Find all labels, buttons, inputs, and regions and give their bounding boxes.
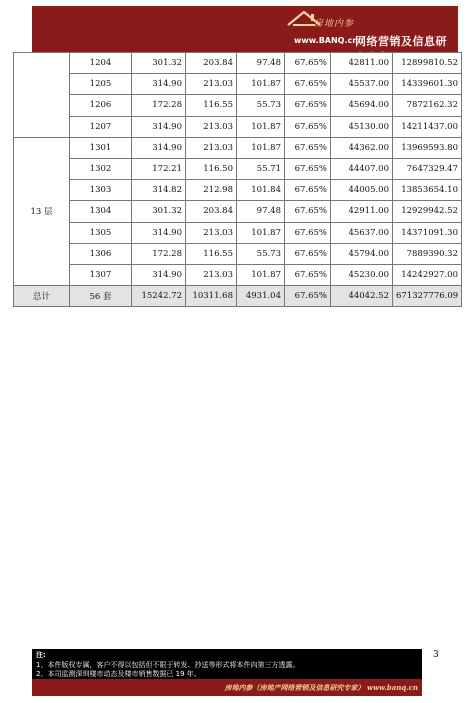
- table-cell: 67.65%: [285, 116, 331, 137]
- table-cell: 13969593.80: [393, 137, 462, 158]
- table-cell: 314.90: [132, 264, 186, 285]
- table-cell: 14211437.00: [393, 116, 462, 137]
- table-cell: 67.65%: [285, 180, 331, 201]
- table-cell: 203.84: [186, 201, 237, 222]
- table-cell: 12929942.52: [393, 201, 462, 222]
- table-cell: 116.55: [186, 95, 237, 116]
- table-cell: 67.65%: [285, 243, 331, 264]
- table-cell: 314.90: [132, 137, 186, 158]
- table-cell: 1204: [70, 53, 132, 74]
- table-cell: 314.82: [132, 180, 186, 201]
- table-cell: 55.73: [237, 243, 285, 264]
- table-cell: 97.48: [237, 201, 285, 222]
- table-cell: 101.87: [237, 137, 285, 158]
- table-cell: 13853654.10: [393, 180, 462, 201]
- table-cell: 101.84: [237, 180, 285, 201]
- total-cell: 44042.52: [331, 286, 393, 307]
- table-row: [14, 201, 462, 222]
- table-cell: 67.65%: [285, 158, 331, 179]
- table-cell: 67.65%: [285, 53, 331, 74]
- table-cell: 1306: [70, 243, 132, 264]
- floor-cell: 13 层: [14, 137, 70, 285]
- note-item: 1、本件版权专属，客户不得以包括但不限于转发、抄送等形式将本件向第三方透露。: [36, 660, 300, 669]
- header-banner: [32, 6, 458, 52]
- table-row: [14, 95, 462, 116]
- notes-title: 注:: [36, 651, 46, 659]
- table-row: [14, 158, 462, 179]
- table-cell: 42911.00: [331, 201, 393, 222]
- footer-bar: [32, 679, 422, 696]
- table-cell: 44005.00: [331, 180, 393, 201]
- table-cell: 1206: [70, 95, 132, 116]
- table-cell: 301.32: [132, 53, 186, 74]
- table-cell: 314.90: [132, 74, 186, 95]
- table-row: [14, 222, 462, 243]
- table-row: [14, 180, 462, 201]
- table-cell: 55.73: [237, 95, 285, 116]
- table-cell: 213.03: [186, 116, 237, 137]
- table-cell: 1205: [70, 74, 132, 95]
- table-cell: 301.32: [132, 201, 186, 222]
- table-cell: 45637.00: [331, 222, 393, 243]
- banner-logo-text: 房地内参: [314, 19, 355, 29]
- table-cell: 101.87: [237, 264, 285, 285]
- table-row: [14, 53, 462, 74]
- notes-box: [32, 649, 422, 679]
- table-cell: 203.84: [186, 53, 237, 74]
- table-cell: 42811.00: [331, 53, 393, 74]
- total-cell: 67.65%: [285, 286, 331, 307]
- table-cell: 44407.00: [331, 158, 393, 179]
- table-cell: 7872162.32: [393, 95, 462, 116]
- total-cell: 15242.72: [132, 286, 186, 307]
- page-number: 3: [433, 650, 439, 660]
- table-cell: 7647329.47: [393, 158, 462, 179]
- table-cell: 101.87: [237, 116, 285, 137]
- table-cell: 45694.00: [331, 95, 393, 116]
- table-cell: 1305: [70, 222, 132, 243]
- table-row: [14, 137, 462, 158]
- table-cell: 101.87: [237, 222, 285, 243]
- table-cell: 97.48: [237, 53, 285, 74]
- total-cell: 4931.04: [237, 286, 285, 307]
- banner-title: 网络营销及信息研: [355, 35, 447, 48]
- table-cell: 45230.00: [331, 264, 393, 285]
- table-cell: 101.87: [237, 74, 285, 95]
- table-cell: 116.55: [186, 243, 237, 264]
- total-cell: 56 套: [70, 286, 132, 307]
- table-row: [14, 74, 462, 95]
- table-cell: 213.03: [186, 264, 237, 285]
- table-cell: 1301: [70, 137, 132, 158]
- total-row: [14, 286, 462, 307]
- table-cell: 314.90: [132, 222, 186, 243]
- table-cell: 14371091.30: [393, 222, 462, 243]
- table-cell: 67.65%: [285, 201, 331, 222]
- table-cell: 7889390.32: [393, 243, 462, 264]
- table-cell: 67.65%: [285, 222, 331, 243]
- table-cell: 14339601.30: [393, 74, 462, 95]
- table-cell: 213.03: [186, 137, 237, 158]
- note-item: 2、本司监测深圳楼市动态及楼市销售数据已 19 年。: [36, 670, 201, 678]
- table-cell: 1303: [70, 180, 132, 201]
- table-cell: 1304: [70, 201, 132, 222]
- table-cell: 67.65%: [285, 74, 331, 95]
- table-cell: 212.98: [186, 180, 237, 201]
- footer-text: 房地内参（房地产网络营销及信息研究专家） www.banq.cn: [224, 683, 418, 692]
- table-cell: 213.03: [186, 222, 237, 243]
- table-cell: 45537.00: [331, 74, 393, 95]
- table-cell: 67.65%: [285, 137, 331, 158]
- table-cell: 55.71: [237, 158, 285, 179]
- total-cell: 总计: [14, 286, 70, 307]
- table-cell: 116.50: [186, 158, 237, 179]
- table-cell: 67.65%: [285, 264, 331, 285]
- table-row: [14, 264, 462, 285]
- table-cell: 172.28: [132, 95, 186, 116]
- total-cell: 671327776.09: [393, 286, 462, 307]
- table-cell: 44362.00: [331, 137, 393, 158]
- table-cell: 213.03: [186, 74, 237, 95]
- sales-table: [13, 52, 462, 307]
- table-cell: 1302: [70, 158, 132, 179]
- total-cell: 10311.68: [186, 286, 237, 307]
- banner-url: www.BANQ.cn: [294, 36, 358, 45]
- table-cell: 45794.00: [331, 243, 393, 264]
- table-row: [14, 243, 462, 264]
- floor-cell: [14, 53, 70, 138]
- table-row: [14, 116, 462, 137]
- table-cell: 67.65%: [285, 95, 331, 116]
- table-cell: 172.21: [132, 158, 186, 179]
- table-cell: 45130.00: [331, 116, 393, 137]
- table-cell: 314.90: [132, 116, 186, 137]
- table-cell: 1207: [70, 116, 132, 137]
- table-cell: 172.28: [132, 243, 186, 264]
- table-cell: 12899810.52: [393, 53, 462, 74]
- table-cell: 14242927.00: [393, 264, 462, 285]
- table-cell: 1307: [70, 264, 132, 285]
